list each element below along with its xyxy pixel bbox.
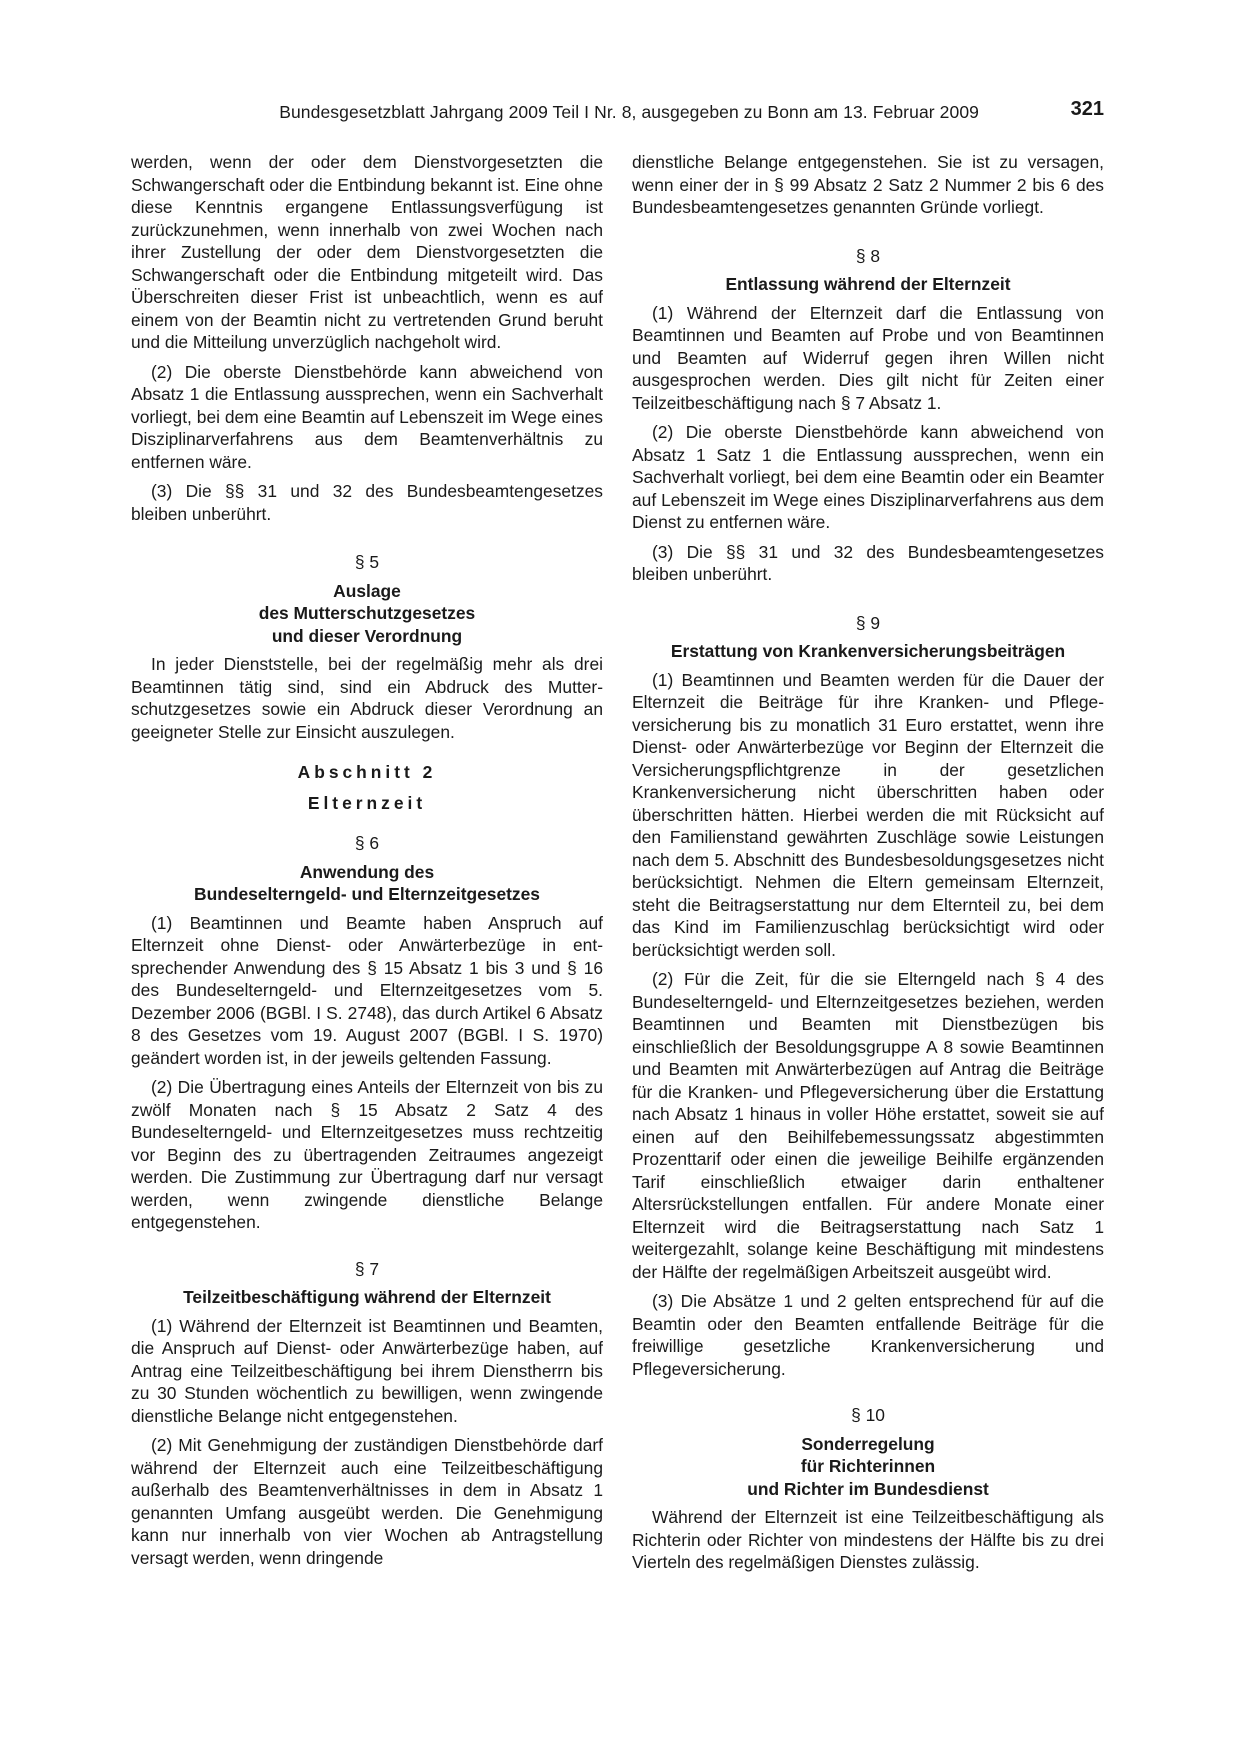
section-title-line: Teilzeitbeschäftigung während der Elternzeit — [183, 1287, 551, 1307]
chapter-title: Elternzeit — [307, 792, 427, 813]
section-title-line: des Mutterschutzgesetzes — [258, 603, 476, 623]
paragraph: In jeder Dienststelle, bei der regelmäßig mehr als drei Beamtinnen tätig sind, sind ein Abdruck des Mutterschutzgesetzes sowie ein Abdruck dieser Verordnung an geeigneter Stelle zur Einsicht auszulegen. — [131, 654, 603, 742]
section-heading — [632, 1433, 1104, 1501]
section-heading — [131, 1286, 603, 1309]
section-sign: § 10 — [851, 1405, 885, 1425]
section-title-line: Bundeselterngeld- und Elternzeitgesetzes — [194, 884, 540, 904]
section-sign: § 7 — [354, 1258, 380, 1279]
section-sign: § 9 — [855, 612, 881, 633]
running-title: Bundesgesetzblatt Jahrgang 2009 Teil I Nr. 8, ausgegeben zu Bonn am 13. Februar 2009 — [279, 102, 979, 122]
paragraph: (1) Während der Elternzeit darf die Entlassung von Beamtinnen und Beamten auf Probe und von Beamtinnen und Beamten auf Widerruf gegen ihren Willen nicht ausgesprochen werden. Dies gilt nicht für Zeiten einer Teilzeitbeschäftigung nach § 7 Absatz 1. — [632, 302, 1104, 413]
paragraph: (1) Beamtinnen und Beamte haben Anspruch auf Elternzeit ohne Dienst- oder Anwärterbezüge in entsprechender Anwendung des § 15 Absatz 1 bis 3 und § 16 des Bundeselterngeld- und Elternzeitgesetzes vom 5. Dezember 2006 (BGBl. I S. 2748), das durch Artikel 6 Absatz 8 des Gesetzes vom 19. August 2007 (BGBl. I S. 1970) geändert worden ist, in der jeweils geltenden Fassung. — [131, 912, 603, 1068]
section-heading — [632, 273, 1104, 296]
section-title-line: für Richterinnen — [800, 1456, 936, 1476]
section-title-line: Sonderregelung — [801, 1433, 935, 1454]
left-column — [131, 151, 603, 1576]
paragraph: (2) Die oberste Dienstbehörde kann abweichend von Absatz 1 Satz 1 die Entlassung aussprechen, wenn ein Sachverhalt vorliegt, bei dem eine Beamtin oder ein Beamter auf Lebenszeit im Wege eines Disziplinarverfahrens aus dem Dienst zu entfernen wäre. — [632, 422, 1104, 532]
section-title-line: Erstattung von Krankenversicherungsbeiträgen — [670, 641, 1066, 661]
paragraph: (2) Für die Zeit, für die sie Elterngeld nach § 4 des Bundeselterngeld- und Elternzeitgesetzes beziehen, werden Beamtinnen und Beamten mit Dienstbezügen bis einschließlich der Besoldungsgruppe A 8 sowie Beamtinnen und Beamten mit Anwärterbezügen auf Antrag die Beiträge für die Kranken- und Pflegeversicherung über die Erstattung nach Absatz 1 hinaus in voller Höhe erstattet, soweit sie auf einen auf den Beihilfebemessungssatz abgestimmten Prozenttarif oder einen die jeweilige Beihilfe ergänzenden Tarif einschließlich etwaiger darin enthaltener Altersrückstellungen entfallen. Für andere Monate einer Elternzeit wird die Beitragserstattung nach Satz 1 weitergezahlt, solange keine Beschäftigung mit mindestens der Hälfte der regelmäßigen Arbeitszeit ausgeübt wird. — [632, 969, 1104, 1282]
paragraph: (2) Die Übertragung eines Anteils der Elternzeit von bis zu zwölf Monaten nach § 15 Absatz 2 Satz 4 des Bundeselterngeld- und Elternzeitgesetzes muss rechtzeitig vor Beginn des zu übertragenden Zeitraumes angezeigt werden. Die Zustimmung zur Übertragung darf nur versagt werden, wenn zwingende dienstliche Belange entgegenstehen. — [131, 1077, 603, 1232]
section-title-line: und Richter im Bundesdienst — [747, 1478, 989, 1499]
paragraph: (2) Die oberste Dienstbehörde kann abweichend von Absatz 1 die Entlassung aussprechen, wenn ein Sachverhalt vorliegt, bei dem eine Beamtin auf Lebenszeit im Wege eines Disziplinarverfahrens aus dem Beamtenverhältnis zu entfernen wäre. — [131, 361, 603, 472]
section-title-line: Auslage — [333, 580, 401, 601]
section-title-line: Entlassung während der Elternzeit — [725, 274, 1011, 294]
paragraph: werden, wenn der oder dem Dienstvorgesetzten die Schwangerschaft oder die Entbindung bekannt ist. Eine ohne diese Kenntnis ergangene Entlassungsverfügung ist zurückzunehmen, wenn innerhalb von zwei Wochen nach ihrer Zustellung der oder dem Dienstvorgesetzten die Schwangerschaft oder die Entbindung mitgeteilt wird. Das Überschreiten dieser Frist ist unbeachtlich, wenn es auf einem von der Beamtin nicht zu vertretenden Grund beruht und die Mitteilung unverzüglich nachgeholt wird. — [131, 152, 603, 352]
paragraph: (3) Die §§ 31 und 32 des Bundesbeamtengesetzes bleiben unberührt. — [632, 541, 1104, 584]
paragraph: dienstliche Belange entgegenstehen. Sie ist zu versagen, wenn einer der in § 99 Absatz 2 Satz 2 Nummer 2 bis 6 des Bundesbeamtengesetzes genannten Gründe vorliegt. — [632, 152, 1104, 217]
section-heading — [131, 861, 603, 906]
paragraph: (1) Während der Elternzeit ist Beamtinnen und Beamten, die Anspruch auf Dienst- oder Anwärterbezüge haben, auf Antrag eine Teilzeitbeschäftigung bei ihrem Dienstherrn bis zu 30 Stunden wöchentlich zu bewilligen, wenn zwingende dienstliche Belange nicht entgegenstehen. — [131, 1315, 603, 1426]
paragraph: (3) Die Absätze 1 und 2 gelten entsprechend für auf die Beamtin oder den Beamten entfallende Beiträge für die freiwillige gesetzliche Krankenversicherung und Pflegeversicherung. — [632, 1291, 1104, 1379]
paragraph: (3) Die §§ 31 und 32 des Bundesbeamtengesetzes bleiben unberührt. — [131, 481, 603, 524]
paragraph: (2) Mit Genehmigung der zuständigen Dienstbehörde darf während der Elternzeit auch eine Teilzeitbeschäftigung außerhalb des Beamtenverhältnisses in dem in Absatz 1 genannten Umfang ausgeübt werden. Die Genehmigung kann nur innerhalb von vier Wochen ab Antragstellung versagt werden, wenn dringende — [131, 1435, 603, 1568]
section-title-line: Anwendung des — [299, 861, 435, 882]
page-number: 321 — [1070, 98, 1104, 120]
chapter-label: Abschnitt 2 — [297, 762, 437, 782]
page-header — [131, 98, 1104, 128]
paragraph: Während der Elternzeit ist eine Teilzeitbeschäftigung als Richterin oder Richter von mindestens der Hälfte bis zu drei Vierteln des regelmäßigen Dienstes zulässig. — [632, 1507, 1104, 1572]
section-heading — [632, 640, 1104, 663]
section-sign: § 6 — [354, 833, 380, 853]
section-sign: § 5 — [354, 552, 380, 572]
section-sign: § 8 — [855, 245, 881, 266]
section-title-line: und dieser Verordnung — [271, 625, 463, 646]
right-column — [632, 151, 1104, 1581]
paragraph: (1) Beamtinnen und Beamten werden für die Dauer der Elternzeit die Beiträge für ihre Kranken- und Pflegeversicherung bis zu monatlich 31 Euro erstattet, wenn ihre Dienst- oder Anwärterbezüge vor Beginn der Elternzeit die Versicherungspflichtgrenze in der gesetzlichen Krankenversicherung nicht überschritten haben oder überschritten hätten. Hierbei werden die mit Rücksicht auf den Familienstand gewährten Zuschläge sowie Leistungen nach dem 5. Abschnitt des Bundesbesoldungsgesetzes nicht berücksichtigt. Nehmen die Eltern gemeinsam Elternzeit, steht die Beitragserstattung nur dem Elternteil zu, bei dem das Kind im Familienzuschlag berücksichtigt wird oder berücksichtigt werden soll. — [632, 669, 1104, 960]
section-heading — [131, 580, 603, 648]
